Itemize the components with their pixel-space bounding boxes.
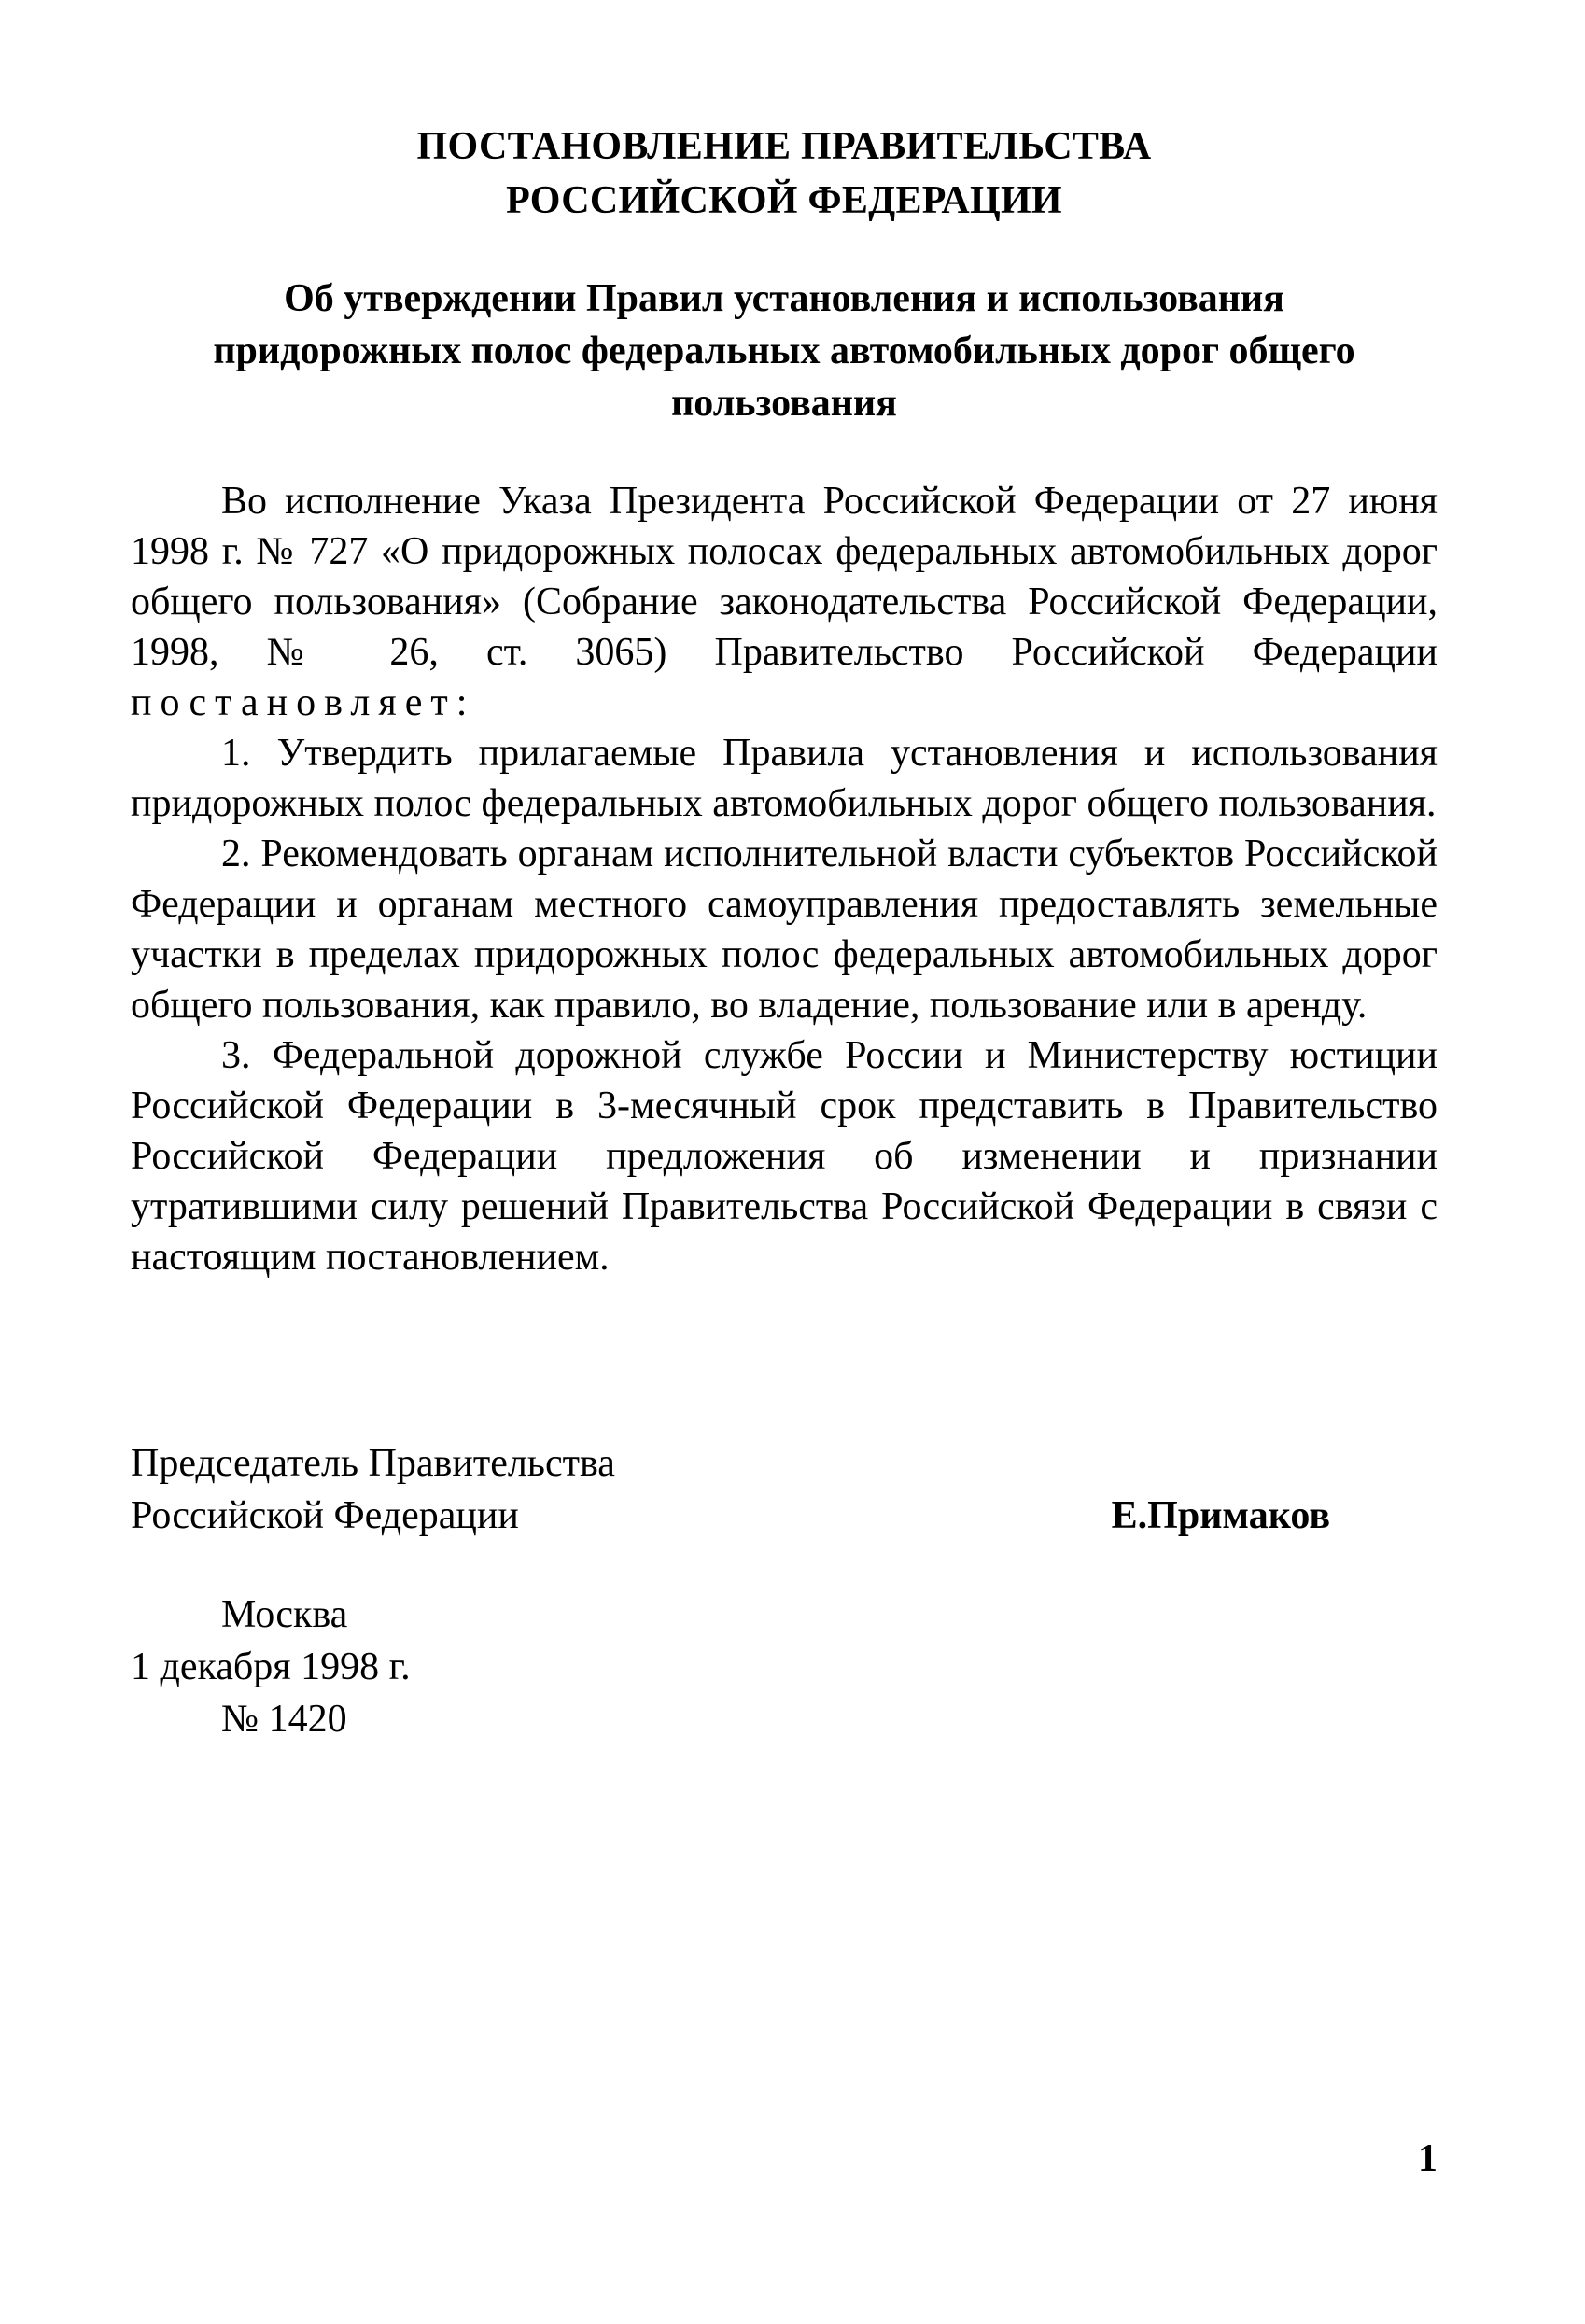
- item-3-paragraph: 3. Федеральной дорожной службе России и Министерству юстиции Российской Федерации в 3-месячный срок представить в Правительство Российской Федерации предложения об изменении и признании утратившими силу решений Правительства Российской Федерации в связи с настоящим постановлением.: [131, 1034, 1438, 1279]
- place-date-block: [131, 1589, 411, 1745]
- item-1-paragraph: 1. Утвердить прилагаемые Правила установления и использования придорожных полос федеральных автомобильных дорог общего пользования.: [131, 732, 1438, 825]
- document-subtitle: [131, 273, 1438, 429]
- item-2-paragraph: 2. Рекомендовать органам исполнительной власти субъектов Российской Федерации и органам местного самоуправления предоставлять земельные участки в пределах придорожных полос федеральных автомобильных дорог общего пользования, как правило, во владение, пользование или в аренду.: [131, 833, 1438, 1027]
- title-line-1: ПОСТАНОВЛЕНИЕ ПРАВИТЕЛЬСТВА: [416, 125, 1152, 168]
- signature-position-line-1: Председатель Правительства: [131, 1442, 615, 1485]
- preamble-paragraph: [131, 476, 1438, 728]
- document-title: [131, 119, 1438, 228]
- document-number: № 1420: [221, 1698, 347, 1741]
- subtitle-line-2: придорожных полос федеральных автомобильных дорог общего: [213, 329, 1355, 372]
- page-number: 1: [1418, 2137, 1438, 2180]
- document-body: [131, 476, 1438, 1282]
- document-date: 1 декабря 1998 г.: [131, 1645, 411, 1688]
- signature-block: [131, 1437, 1438, 1542]
- subtitle-line-1: Об утверждении Правил установления и использования: [284, 277, 1284, 320]
- city: Москва: [221, 1593, 348, 1636]
- preamble-verb: постановляет:: [131, 681, 476, 724]
- title-line-2: РОССИЙСКОЙ ФЕДЕРАЦИИ: [506, 179, 1062, 222]
- subtitle-line-3: пользования: [671, 382, 897, 425]
- preamble-text: Во исполнение Указа Президента Российской Федерации от 27 июня 1998 г. № 727 «О придорожных полосах федеральных автомобильных дорог общего пользования» (Собрание законодательства Российской Федерации, 1998, № 26, ст. 3065) Правительство Российской Федерации: [131, 480, 1438, 674]
- signature-position-line-2: Российской Федерации: [131, 1494, 519, 1537]
- signature-name: Е.Примаков: [1111, 1494, 1330, 1537]
